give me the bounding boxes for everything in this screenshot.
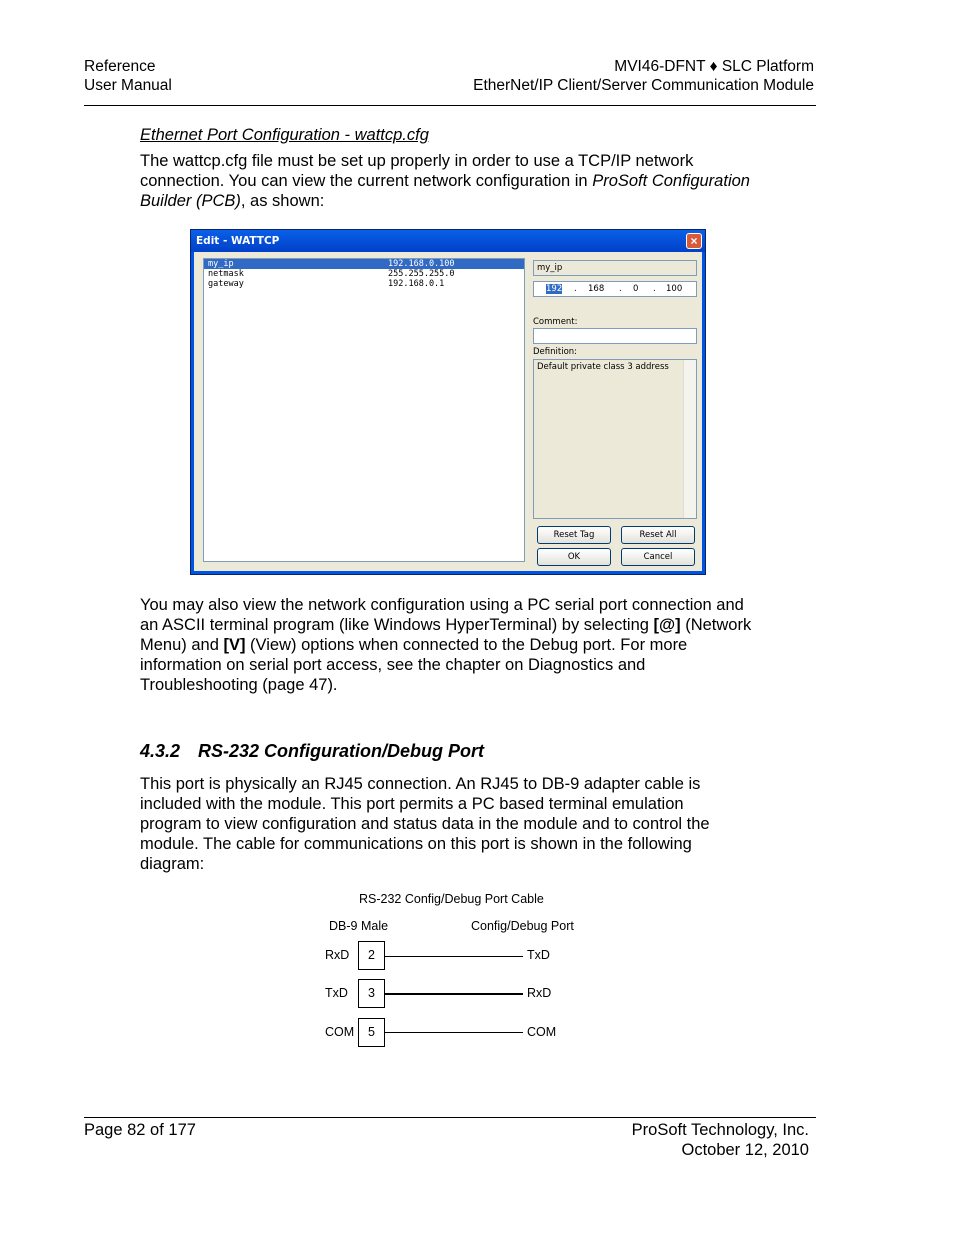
paragraph-network-menu <box>140 595 760 695</box>
right-signal-rxd: RxD <box>527 986 552 1000</box>
diagram-title: RS-232 Config/Debug Port Cable <box>359 892 544 906</box>
definition-textarea <box>533 359 697 519</box>
footer-rule <box>84 1117 816 1118</box>
paragraph-text: The wattcp.cfg file must be set up properly in order to use a TCP/IP network connection. You can view the current network configuration in <box>140 152 694 190</box>
ip-octet-1[interactable]: 192 <box>546 284 563 294</box>
pin-2: 2 <box>358 941 385 970</box>
section-heading <box>140 741 484 762</box>
right-signal-txd: TxD <box>527 948 550 962</box>
left-signal-rxd: RxD <box>325 948 350 962</box>
section-title: RS-232 Configuration/Debug Port <box>198 741 485 761</box>
comment-label: Comment: <box>533 317 578 327</box>
paragraph-text: (Network Menu) and <box>140 616 752 654</box>
ip-address-field[interactable] <box>533 281 697 297</box>
parameter-list[interactable] <box>203 258 525 562</box>
ip-octet-2[interactable]: 168 <box>588 284 605 294</box>
right-signal-com: COM <box>527 1025 557 1039</box>
pin-3: 3 <box>358 979 385 1008</box>
param-value: 192.168.0.1 <box>388 279 445 289</box>
company-name: ProSoft Technology, Inc. <box>631 1121 809 1139</box>
definition-label: Definition: <box>533 347 578 357</box>
publish-date: October 12, 2010 <box>681 1141 809 1159</box>
list-item[interactable] <box>204 279 524 289</box>
scrollbar[interactable] <box>683 360 696 518</box>
comment-input[interactable] <box>533 328 697 344</box>
key-at: [@] <box>653 616 681 634</box>
header-doc-type: User Manual <box>84 77 172 94</box>
edit-wattcp-dialog <box>190 229 706 575</box>
section-number: 4.3.2 <box>140 741 181 761</box>
reset-all-button[interactable]: Reset All <box>621 526 695 544</box>
header-rule <box>84 105 816 106</box>
ip-octet-4[interactable]: 100 <box>666 284 683 294</box>
ip-dot: . <box>619 284 622 294</box>
header-product: MVI46-DFNT ♦ SLC Platform <box>614 58 814 75</box>
paragraph-rs232: This port is physically an RJ45 connection. An RJ45 to DB-9 adapter cable is included with the module. This port permits a PC based terminal emulation program to view configuration and status data in the module and to control the module. The cable for communications on this port is shown in the following diagram: <box>140 775 710 873</box>
header-module: EtherNet/IP Client/Server Communication Module <box>473 77 814 94</box>
list-item[interactable] <box>204 269 524 279</box>
reset-tag-button[interactable]: Reset Tag <box>537 526 611 544</box>
paragraph-wattcp <box>140 151 760 211</box>
param-name: my_ip <box>208 259 234 269</box>
paragraph-italic: ProSoft Configuration Builder (PCB) <box>140 172 750 210</box>
header-right <box>473 57 814 95</box>
diagram-right-header: Config/Debug Port <box>471 919 574 933</box>
list-item[interactable] <box>204 259 524 269</box>
subheading-wattcp: Ethernet Port Configuration - wattcp.cfg <box>140 126 429 144</box>
paragraph-text: (View) options when connected to the Debug port. For more information on serial port access, see the chapter on Diagnostics and Troubleshooting (page 47). <box>140 636 688 694</box>
key-v: [V] <box>223 636 246 654</box>
cancel-button[interactable]: Cancel <box>621 548 695 566</box>
dialog-title: Edit - WATTCP <box>191 230 705 252</box>
ip-dot: . <box>653 284 656 294</box>
close-icon[interactable]: × <box>686 233 702 249</box>
paragraph-text: You may also view the network configuration using a PC serial port connection and an ASCII terminal program (like Windows HyperTerminal) by selecting <box>140 596 744 634</box>
page-number: Page 82 of 177 <box>84 1121 196 1139</box>
header-left <box>84 57 172 95</box>
dialog-body <box>194 252 702 571</box>
wire-3 <box>385 993 523 995</box>
header-section: Reference <box>84 58 156 75</box>
diagram-left-header: DB-9 Male <box>329 919 389 933</box>
wire-5 <box>385 1032 523 1033</box>
left-signal-txd: TxD <box>325 986 348 1000</box>
left-signal-com: COM <box>325 1025 355 1039</box>
param-value: 192.168.0.100 <box>388 259 455 269</box>
ok-button[interactable]: OK <box>537 548 611 566</box>
wire-2 <box>385 956 523 957</box>
param-name: netmask <box>208 269 244 279</box>
param-value: 255.255.255.0 <box>388 269 455 279</box>
selected-name-field: my_ip <box>533 260 697 276</box>
paragraph-text-end: , as shown: <box>240 192 325 210</box>
footer-right <box>632 1120 809 1160</box>
pin-5: 5 <box>358 1018 385 1047</box>
ip-dot: . <box>574 284 577 294</box>
ip-octet-3[interactable]: 0 <box>633 284 639 294</box>
param-name: gateway <box>208 279 244 289</box>
definition-text: Default private class 3 address <box>537 362 669 372</box>
